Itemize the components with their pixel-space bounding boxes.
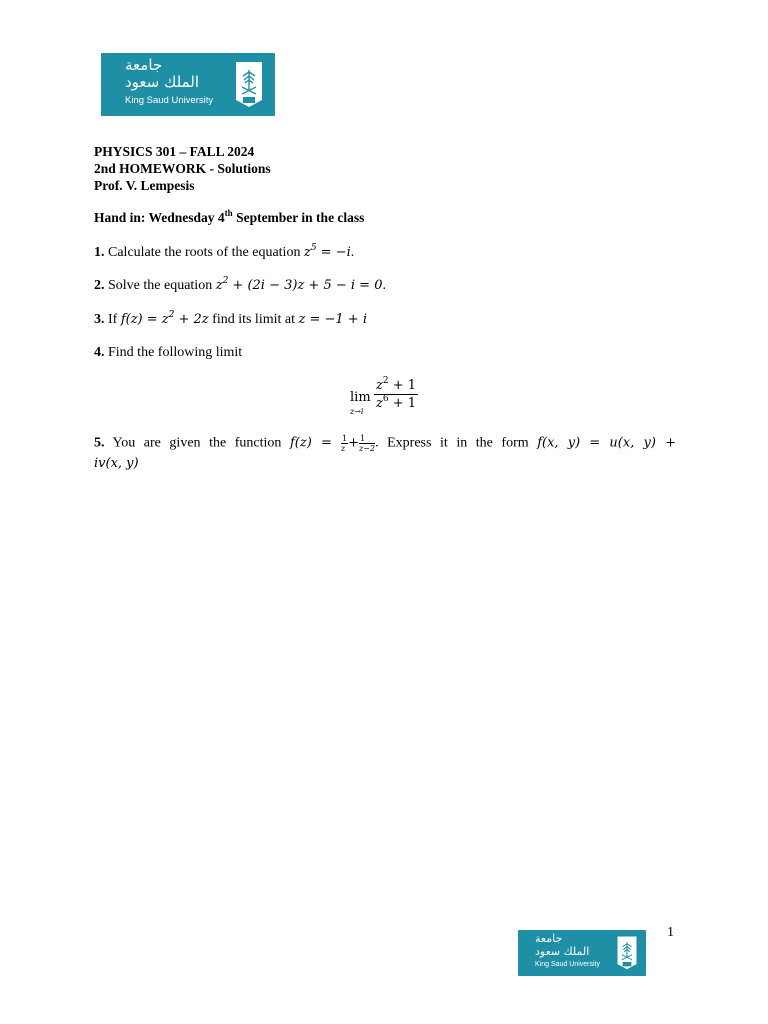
problem-number: 2.: [94, 278, 105, 293]
problem-3: 3. If $f(z) = z^2 + 2z$ find its limit at z = −1 + i: [94, 310, 367, 327]
function-definition: $f(z) = z^2 + 2z$: [120, 310, 209, 327]
palm-swords-emblem-icon: [616, 935, 638, 970]
equation: $z^2 + (2i - 3)z + 5 - i = 0$: [215, 276, 383, 293]
fraction-1-over-z: $\frac{1}{z}$: [341, 434, 348, 453]
problem-number: 3.: [94, 312, 105, 327]
fraction-1-over-z-minus-2: $\frac{1}{z-2}$: [359, 434, 376, 453]
limit-fraction: [374, 378, 418, 411]
homework-title: 2nd HOMEWORK - Solutions: [94, 161, 271, 176]
numerator: $z^2 + 1$: [376, 376, 417, 393]
logo-arabic-line2: الملك سعود: [125, 73, 200, 91]
logo-arabic-line1: جامعة: [535, 932, 563, 945]
palm-swords-emblem-icon: [234, 60, 264, 108]
problem-number: 4.: [94, 345, 105, 360]
course-title: PHYSICS 301 – FALL 2024: [94, 144, 255, 159]
university-logo-footer: [518, 930, 646, 976]
target-form: f(x, y) = u(x, y) +: [537, 435, 677, 451]
equation: $z^5 = -i$: [303, 243, 351, 260]
logo-english-name: King Saud University: [125, 95, 214, 106]
problem-5: 5. You are given the function f(z) = $\frac{1}{z}$ + $\frac{1}{z-2}$ . Express it in the form f(x, y) = u(x, y) +: [94, 434, 677, 453]
hand-in-note: Hand in: Wednesday 4th September in the class: [94, 208, 365, 225]
problem-1: 1. Calculate the roots of the equation $z^5 = -i$.: [94, 243, 355, 260]
page-number: 1: [667, 925, 674, 940]
limit-expression: lim z→i $\frac{z^2 + 1}{z^6 + 1}$: [350, 376, 417, 416]
limit-point: z = −1 + i: [298, 312, 367, 327]
problem-4: 4. Find the following limit: [94, 345, 243, 360]
function-definition: f(z) =: [289, 435, 342, 451]
problem-number: 1.: [94, 245, 105, 260]
problem-2: 2. Solve the equation $z^2 + (2i - 3)z + 5 - i = 0$.: [94, 276, 386, 293]
problem-number: 5.: [94, 435, 105, 451]
logo-arabic-line1: جامعة: [125, 56, 163, 74]
denominator: $z^6 + 1$: [376, 394, 417, 411]
logo-english-name: King Saud University: [535, 961, 600, 968]
problem-5-continuation: iv(x, y): [94, 456, 139, 471]
university-logo: [101, 53, 275, 116]
logo-arabic-line2: الملك سعود: [535, 945, 590, 958]
professor-name: Prof. V. Lempesis: [94, 178, 195, 193]
